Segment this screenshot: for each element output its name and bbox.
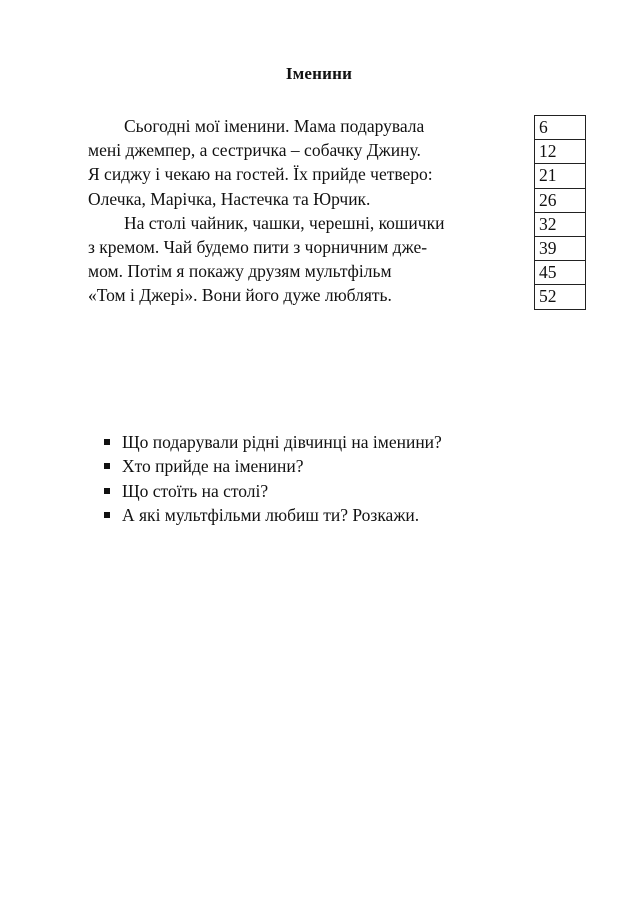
- question-list: [104, 430, 564, 527]
- reading-passage: [88, 114, 528, 308]
- question-text: Що подарували рідні дівчинці на іменини?: [122, 432, 442, 452]
- square-bullet-icon: [104, 512, 110, 518]
- question-text: А які мультфільми любиш ти? Розкажи.: [122, 504, 420, 525]
- question-text: Що стоїть на столі?: [122, 480, 269, 501]
- question-item: [104, 479, 564, 503]
- word-count-cell: 6: [535, 115, 585, 139]
- word-count-cell: 26: [535, 188, 585, 212]
- question-item: [104, 430, 564, 454]
- passage-line: мені джемпер, а сестричка – собачку Джину.: [88, 140, 421, 161]
- square-bullet-icon: [104, 463, 110, 469]
- passage-line: мом. Потім я покажу друзям мультфільм: [88, 261, 392, 282]
- question-text: Хто прийде на іменини?: [122, 456, 304, 477]
- word-count-cell: 32: [535, 212, 585, 236]
- word-count-cell: 39: [535, 236, 585, 260]
- passage-line: з кремом. Чай будемо пити з чорничним дже-: [88, 236, 428, 257]
- passage-line: Олечка, Марічка, Настечка та Юрчик.: [88, 188, 371, 209]
- square-bullet-icon: [104, 439, 110, 445]
- word-count-cell: 21: [535, 163, 585, 187]
- word-count-cell: 52: [535, 284, 585, 309]
- question-item: [104, 454, 564, 478]
- word-count-column: [534, 115, 586, 310]
- square-bullet-icon: [104, 488, 110, 494]
- word-count-cell: 45: [535, 260, 585, 284]
- word-count-cell: 12: [535, 139, 585, 163]
- page-title: Іменини: [285, 64, 353, 83]
- passage-line: Я сиджу і чекаю на гостей. Їх прийде четверо:: [88, 164, 433, 185]
- passage-line: «Том і Джері». Вони його дуже люблять.: [88, 285, 392, 306]
- question-item: [104, 503, 564, 527]
- passage-line: На столі чайник, чашки, черешні, кошички: [124, 212, 445, 233]
- passage-line: Сьогодні мої іменини. Мама подарувала: [124, 116, 425, 136]
